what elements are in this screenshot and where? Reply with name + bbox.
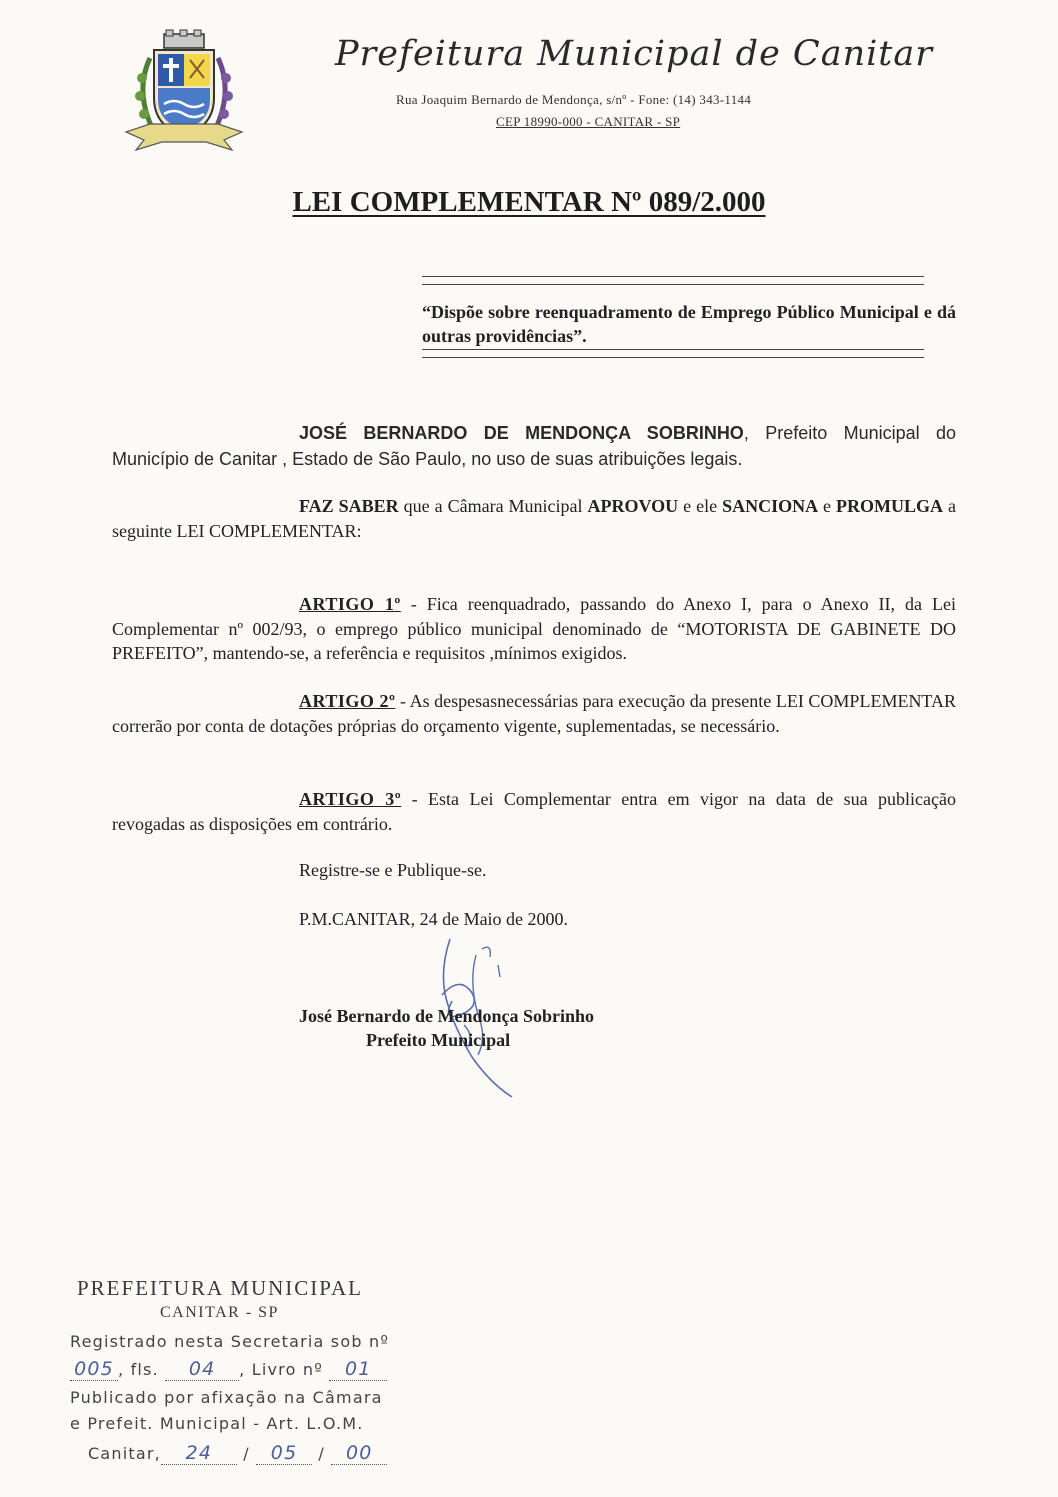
- intro-paragraph: [112, 420, 956, 472]
- stamp-reg-number: 005: [70, 1358, 118, 1381]
- divider-top: [422, 276, 924, 285]
- stamp-fls-value: 04: [165, 1358, 239, 1381]
- stamp-line-registered: Registrado nesta Secretaria sob nº: [70, 1332, 390, 1351]
- stamp-subtitle: [160, 1302, 279, 1322]
- stamp-title: [77, 1276, 363, 1301]
- law-title-text: LEI COMPLEMENTAR Nº 089/2.000: [292, 186, 766, 218]
- stamp-line-article: e Prefeit. Municipal - Art. L.O.M.: [70, 1414, 364, 1433]
- article-2-text: - As despesasnecessárias para execução da presente LEI COMPLEMENTAR correrão por conta de dotações próprias do orçamento vigente, suplementadas, se necessário.: [112, 691, 956, 736]
- faz-saber-text-1: que a Câmara Municipal: [398, 496, 588, 516]
- sanciona-label: SANCIONA: [722, 496, 819, 516]
- signatory-role: Prefeito Municipal: [366, 1030, 511, 1050]
- mayor-name: JOSÉ BERNARDO DE MENDONÇA SOBRINHO: [299, 423, 744, 443]
- article-2: [112, 689, 956, 738]
- stamp-day: 24: [161, 1442, 237, 1465]
- law-title: [0, 186, 1058, 219]
- faz-saber-text-2: e ele: [678, 496, 723, 516]
- article-3-label: ARTIGO 3º: [299, 789, 402, 809]
- place-date: P.M.CANITAR, 24 de Maio de 2000.: [299, 909, 569, 929]
- stamp-line-published: Publicado por afixação na Câmara: [70, 1388, 383, 1407]
- stamp-title-text: PREFEITURA MUNICIPAL: [77, 1276, 364, 1300]
- article-3: [112, 787, 956, 836]
- article-1-text: - Fica reenquadrado, passando do Anexo I, para o Anexo II, da Lei Complementar nº 002/93, o emprego público municipal denominado de “MOTORISTA DE GABINETE DO PREFEITO”, mantendo-se, a referência e requisitos ,mínimos exigidos.: [112, 594, 956, 663]
- faz-saber-text-3: e: [818, 496, 837, 516]
- stamp-year: 00: [331, 1442, 387, 1465]
- stamp-livro-value: 01: [329, 1358, 387, 1381]
- stamp-line-date: Canitar, 24 / 05 / 00: [88, 1442, 387, 1465]
- stamp-canitar-label: Canitar,: [88, 1444, 161, 1463]
- article-1: [112, 592, 956, 666]
- letterhead-cep: CEP 18990-000 - CANITAR - SP: [496, 114, 681, 129]
- registre-line: Registre-se e Publique-se.: [299, 860, 487, 880]
- faz-saber-label: FAZ SABER: [299, 496, 399, 516]
- intro-text: , Prefeito Municipal do Município de Canitar , Estado de São Paulo, no uso de suas atribuições legais.: [112, 423, 957, 469]
- stamp-livro-label: , Livro nº: [239, 1360, 323, 1379]
- divider-bottom: [422, 349, 924, 358]
- promulga-label: PROMULGA: [836, 496, 944, 516]
- stamp-line-numbers: [70, 1358, 387, 1381]
- aprovou-label: APROVOU: [587, 496, 679, 516]
- municipal-coat-of-arms-icon: [120, 28, 248, 156]
- article-1-label: ARTIGO 1º: [299, 594, 401, 614]
- faz-saber-paragraph: [112, 494, 956, 543]
- stamp-month: 05: [256, 1442, 312, 1465]
- law-summary: “Dispõe sobre reenquadramento de Emprego Público Municipal e dá outras providências”.: [422, 302, 956, 346]
- article-3-text: - Esta Lei Complementar entra em vigor na data de sua publicação revogadas as disposições em contrário.: [112, 789, 956, 834]
- stamp-subtitle-text: CANITAR - SP: [160, 1304, 279, 1321]
- faz-saber-text-4: a seguinte LEI COMPLEMENTAR:: [112, 496, 956, 541]
- article-2-label: ARTIGO 2º: [299, 691, 396, 711]
- stamp-fls-label: , fls.: [118, 1360, 159, 1379]
- signatory-name: José Bernardo de Mendonça Sobrinho: [299, 1006, 595, 1026]
- letterhead-address: Rua Joaquim Bernardo de Mendonça, s/nº - Fone: (14) 343-1144: [396, 92, 752, 107]
- letterhead-name: Prefeitura Municipal de Canitar: [335, 34, 933, 74]
